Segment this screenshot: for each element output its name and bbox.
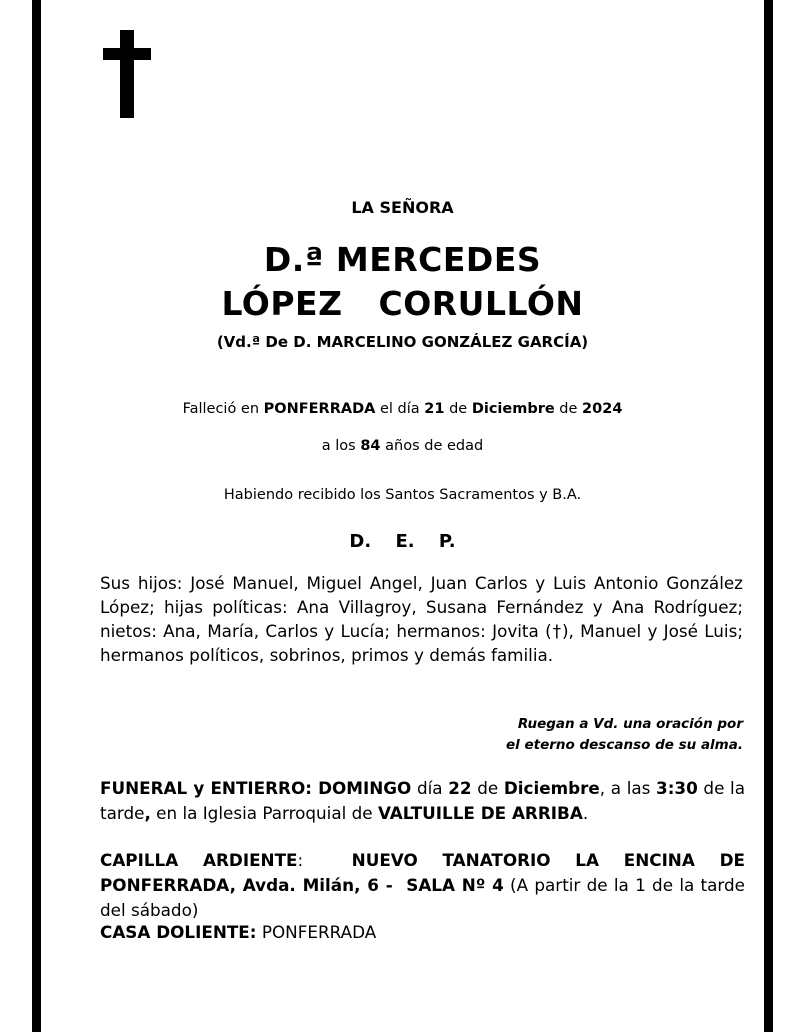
casa-info — [100, 920, 745, 945]
right-border — [764, 0, 773, 1032]
funeral-label: FUNERAL y ENTIERRO: DOMINGO — [100, 778, 412, 798]
casa-label: CASA DOLIENTE: — [100, 922, 257, 942]
age-years: 84 — [360, 438, 381, 454]
age-info: a los 84 años de edad — [321, 438, 484, 454]
capilla-info: CAPILLA ARDIENTE: NUEVO TANATORIO LA ENCINA DE PONFERRADA, Avda. Milán, 6 - SALA Nº 4 (A partir de la 1 de la tarde del sábado) — [100, 850, 751, 920]
prayer-request: Ruegan a Vd. una oración por el eterno descanso de su alma. — [506, 716, 743, 753]
left-border — [32, 0, 41, 1032]
latin-cross-icon — [103, 30, 151, 118]
deceased-name-line2: LÓPEZ CORULLÓN — [221, 284, 584, 323]
sacraments-note: Habiendo recibido los Santos Sacramentos y B.A. — [223, 487, 582, 503]
funeral-place: VALTUILLE DE ARRIBA — [377, 803, 583, 823]
funeral-info: FUNERAL y ENTIERRO: DOMINGO día 22 de Diciembre, a las 3:30 de la tarde, en la Iglesia Parroquial de VALTUILLE DE ARRIBA. — [100, 778, 751, 823]
casa-value: PONFERRADA — [256, 922, 377, 942]
death-place: PONFERRADA — [263, 401, 376, 417]
death-day: 21 — [424, 401, 445, 417]
widow-note: (Vd.ª De D. MARCELINO GONZÁLEZ GARCÍA) — [216, 333, 589, 351]
intro-title: LA SEÑORA — [351, 198, 454, 217]
death-year: 2024 — [582, 401, 623, 417]
death-info: Falleció en PONFERRADA el día 21 de Diciembre de 2024 — [182, 401, 623, 417]
dep-abbreviation: D. E. P. — [349, 531, 456, 552]
deceased-name-line1: D.ª MERCEDES — [263, 240, 542, 279]
death-month: Diciembre — [471, 401, 555, 417]
capilla-place: NUEVO TANATORIO LA ENCINA DE PONFERRADA, Avda. Milán, 6 - SALA Nº 4 — [100, 850, 751, 895]
family-paragraph: Sus hijos: José Manuel, Miguel Angel, Juan Carlos y Luis Antonio González López; hijas políticas: Ana Villagroy, Susana Fernández y Ana Rodríguez; nietos: Ana, María, Carlos y Lucía; hermanos: Jovita (†), Manuel y José Luis; hermanos políticos, sobrinos, primos y demás familia. — [100, 573, 743, 665]
capilla-label: CAPILLA ARDIENTE — [100, 850, 298, 870]
